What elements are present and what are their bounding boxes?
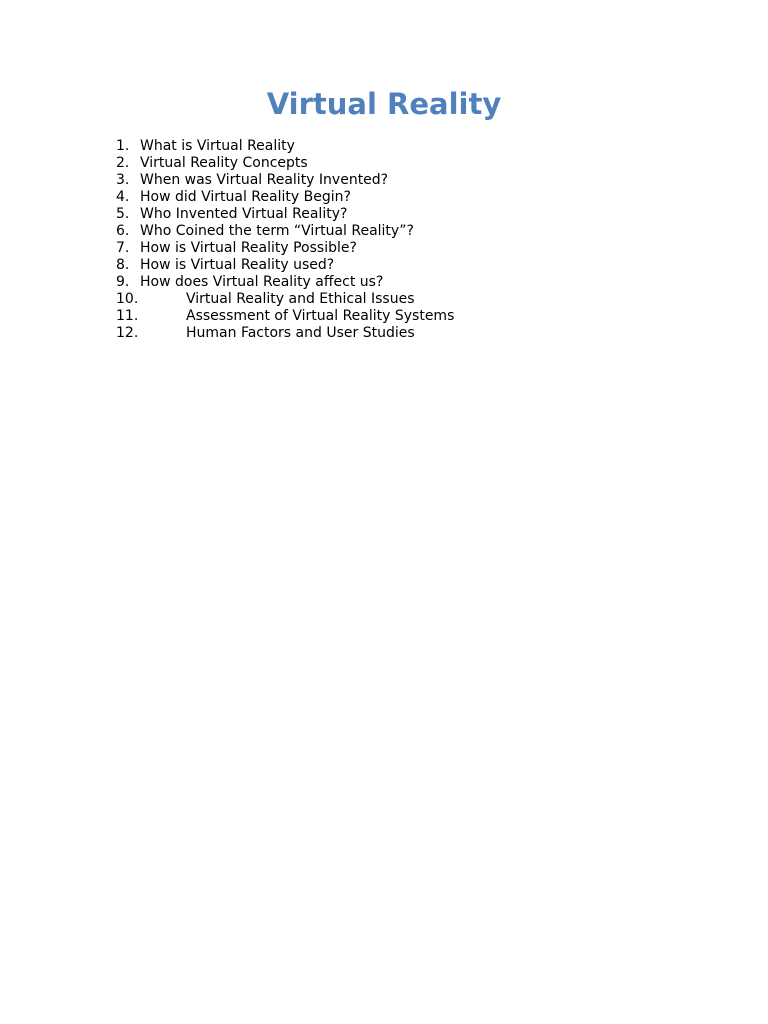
list-item-number: 12.	[116, 325, 139, 341]
list-item-text: Who Invented Virtual Reality?	[140, 206, 348, 222]
list-item	[116, 257, 454, 274]
list-item-number: 5.	[116, 206, 130, 222]
list-item	[116, 206, 454, 223]
list-item	[116, 274, 454, 291]
list-item-text: Virtual Reality and Ethical Issues	[186, 291, 415, 307]
list-item-number: 6.	[116, 223, 130, 239]
list-item	[116, 223, 454, 240]
list-item-text: How does Virtual Reality affect us?	[140, 274, 384, 290]
list-item-text: Human Factors and User Studies	[186, 325, 415, 341]
list-item	[116, 155, 454, 172]
list-item	[116, 240, 454, 257]
list-item-text: What is Virtual Reality	[140, 138, 295, 154]
list-item-text: How did Virtual Reality Begin?	[140, 189, 351, 205]
list-item-text: How is Virtual Reality Possible?	[140, 240, 357, 256]
list-item-text: How is Virtual Reality used?	[140, 257, 335, 273]
list-item	[116, 325, 454, 342]
list-item	[116, 138, 454, 155]
list-item-number: 10.	[116, 291, 139, 307]
list-item-number: 7.	[116, 240, 130, 256]
list-item-number: 1.	[116, 138, 130, 154]
list-item	[116, 172, 454, 189]
list-item-number: 2.	[116, 155, 130, 171]
list-item-text: Who Coined the term “Virtual Reality”?	[140, 223, 414, 239]
list-item-number: 4.	[116, 189, 130, 205]
list-item-number: 3.	[116, 172, 130, 188]
table-of-contents	[116, 138, 454, 342]
list-item-number: 11.	[116, 308, 139, 324]
list-item-text: When was Virtual Reality Invented?	[140, 172, 389, 188]
list-item-number: 8.	[116, 257, 130, 273]
list-item	[116, 291, 454, 308]
page-title: Virtual Reality	[266, 87, 502, 121]
list-item	[116, 308, 454, 325]
list-item-text: Assessment of Virtual Reality Systems	[186, 308, 455, 324]
list-item-number: 9.	[116, 274, 130, 290]
list-item-text: Virtual Reality Concepts	[140, 155, 308, 171]
list-item	[116, 189, 454, 206]
